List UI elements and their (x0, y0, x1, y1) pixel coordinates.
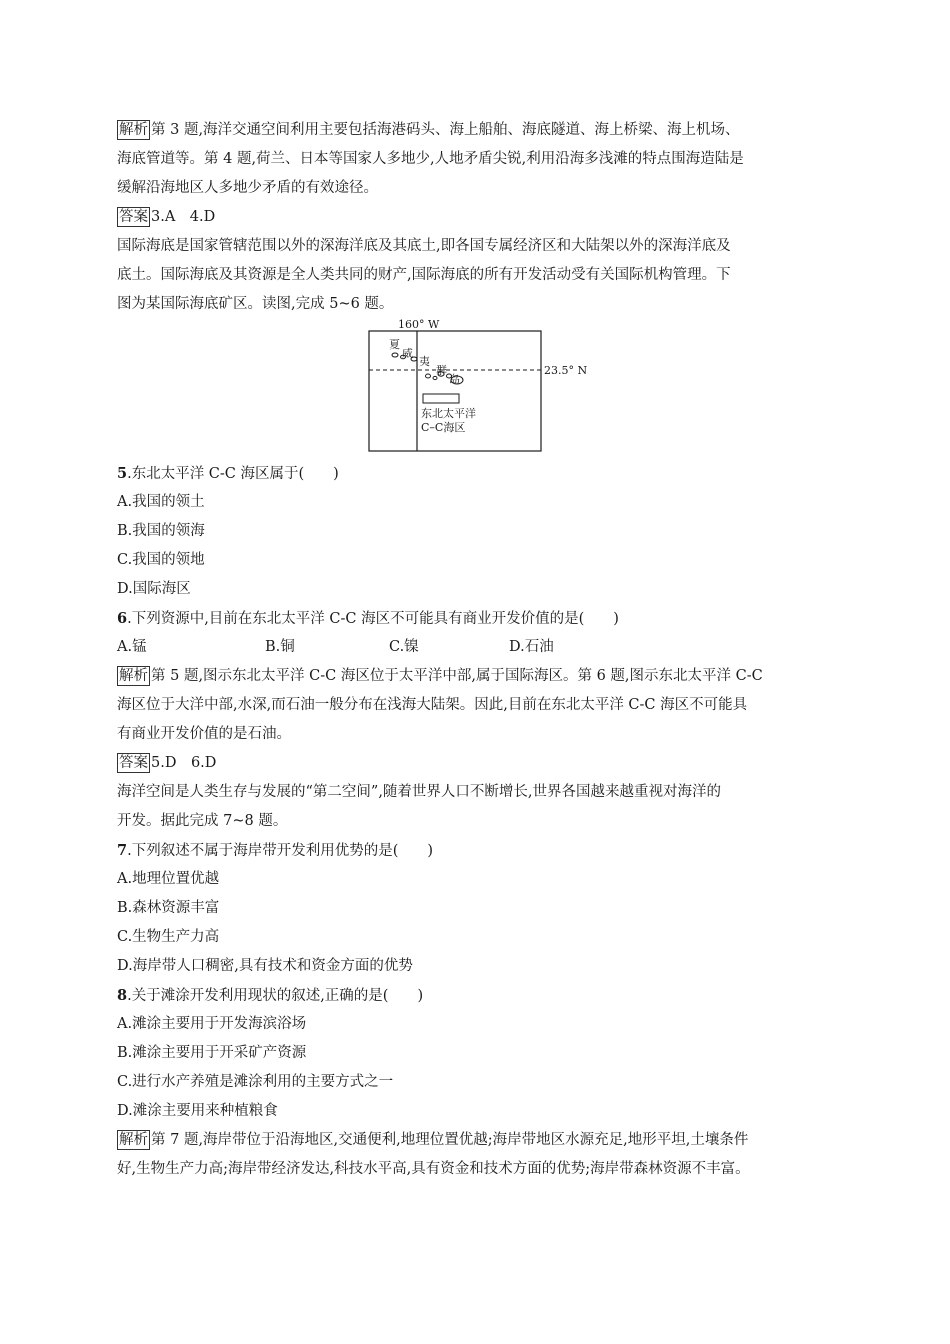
option-a: A.锰 (117, 639, 147, 655)
island-char: 夏 (389, 338, 400, 351)
analysis-line: 缓解沿海地区人多地少矛盾的有效途径。 (117, 180, 378, 196)
question-number: 7 (117, 842, 128, 859)
answer-line (117, 749, 837, 778)
option-b: B.森林资源丰富 (117, 900, 220, 916)
option-a: A.滩涂主要用于开发海滨浴场 (117, 1016, 307, 1032)
question-number: 6 (117, 610, 128, 627)
analysis-tag: 解析 (119, 1132, 148, 1148)
analysis-text: 第 7 题,海岸带位于沿海地区,交通便利,地理位置优越;海岸带地区水源充足,地形平坦,土壤条件 (151, 1132, 749, 1148)
island-char: 威 (402, 347, 413, 360)
question-text: .关于滩涂开发利用现状的叙述,正确的是( ) (127, 988, 424, 1004)
question-7-stem (117, 836, 837, 865)
worksheet-page (117, 116, 837, 1184)
option-d: D.海岸带人口稠密,具有技术和资金方面的优势 (117, 958, 413, 974)
question-number: 5 (117, 465, 128, 482)
analysis-text: 第 5 题,图示东北太平洋 C-C 海区位于太平洋中部,属于国际海区。第 6 题,图示东北太平洋 C-C (151, 668, 763, 684)
option-a: A.地理位置优越 (117, 871, 220, 887)
option-c: C.生物生产力高 (117, 929, 220, 945)
island-char: 群 (436, 364, 447, 377)
analysis-line (117, 116, 837, 145)
answer-tag: 答案 (119, 755, 148, 771)
answer-tag: 答案 (119, 209, 148, 225)
question-text: .东北太平洋 C-C 海区属于( ) (127, 466, 339, 482)
mining-region-box (423, 394, 459, 403)
question-text: .下列资源中,目前在东北太平洋 C-C 海区不可能具有商业开发价值的是( ) (127, 611, 619, 627)
longitude-label: 160° W (398, 319, 440, 331)
seabed-map-figure (117, 319, 837, 459)
option-d: D.滩涂主要用来种植粮食 (117, 1103, 278, 1119)
island-char: 岛 (449, 373, 460, 386)
analysis-line: 有商业开发价值的是石油。 (117, 726, 291, 742)
options-row (117, 633, 837, 662)
question-5-stem (117, 459, 837, 488)
question-text: .下列叙述不属于海岸带开发利用优势的是( ) (127, 843, 434, 859)
answer-line (117, 203, 837, 232)
question-8-stem (117, 981, 837, 1010)
analysis-line (117, 662, 837, 691)
analysis-line (117, 1126, 837, 1155)
option-c: C.镍 (389, 639, 419, 655)
seabed-map (362, 319, 602, 459)
island-char: 夷 (419, 355, 430, 368)
intro-line: 底土。国际海底及其资源是全人类共同的财产,国际海底的所有开发活动受有关国际机构管理。下 (117, 267, 731, 283)
intro-line: 图为某国际海底矿区。读图,完成 5~6 题。 (117, 296, 394, 312)
option-c: C.我国的领地 (117, 552, 205, 568)
analysis-tag: 解析 (119, 668, 148, 684)
option-d: D.国际海区 (117, 581, 191, 597)
question-number: 8 (117, 987, 128, 1004)
option-a: A.我国的领土 (117, 494, 205, 510)
intro-line: 开发。据此完成 7~8 题。 (117, 813, 288, 829)
answer-text: 3.A 4.D (151, 209, 216, 225)
option-d: D.石油 (509, 639, 554, 655)
option-b: B.我国的领海 (117, 523, 205, 539)
region-label: C–C海区 (421, 421, 466, 434)
analysis-line: 海区位于大洋中部,水深,而石油一般分布在浅海大陆架。因此,目前在东北太平洋 C-C 海区不可能具 (117, 697, 748, 713)
intro-line: 海洋空间是人类生存与发展的“第二空间”,随着世界人口不断增长,世界各国越来越重视对海洋的 (117, 784, 722, 800)
island-shape (392, 353, 398, 357)
intro-line: 国际海底是国家管辖范围以外的深海洋底及其底土,即各国专属经济区和大陆架以外的深海洋底及 (117, 238, 731, 254)
analysis-text: 第 3 题,海洋交通空间利用主要包括海港码头、海上船舶、海底隧道、海上桥梁、海上机场、 (151, 122, 740, 138)
island-shape (426, 374, 431, 378)
option-b: B.滩涂主要用于开采矿产资源 (117, 1045, 307, 1061)
analysis-line: 海底管道等。第 4 题,荷兰、日本等国家人多地少,人地矛盾尖锐,利用沿海多浅滩的特点围海造陆是 (117, 151, 744, 167)
question-6-stem (117, 604, 837, 633)
region-label: 东北太平洋 (421, 407, 476, 420)
latitude-label: 23.5° N (544, 364, 588, 377)
analysis-tag: 解析 (119, 122, 148, 138)
option-c: C.进行水产养殖是滩涂利用的主要方式之一 (117, 1074, 394, 1090)
option-b: B.铜 (265, 639, 295, 655)
answer-text: 5.D 6.D (151, 755, 217, 771)
analysis-line: 好,生物生产力高;海岸带经济发达,科技水平高,具有资金和技术方面的优势;海岸带森林资源不丰富。 (117, 1161, 750, 1177)
